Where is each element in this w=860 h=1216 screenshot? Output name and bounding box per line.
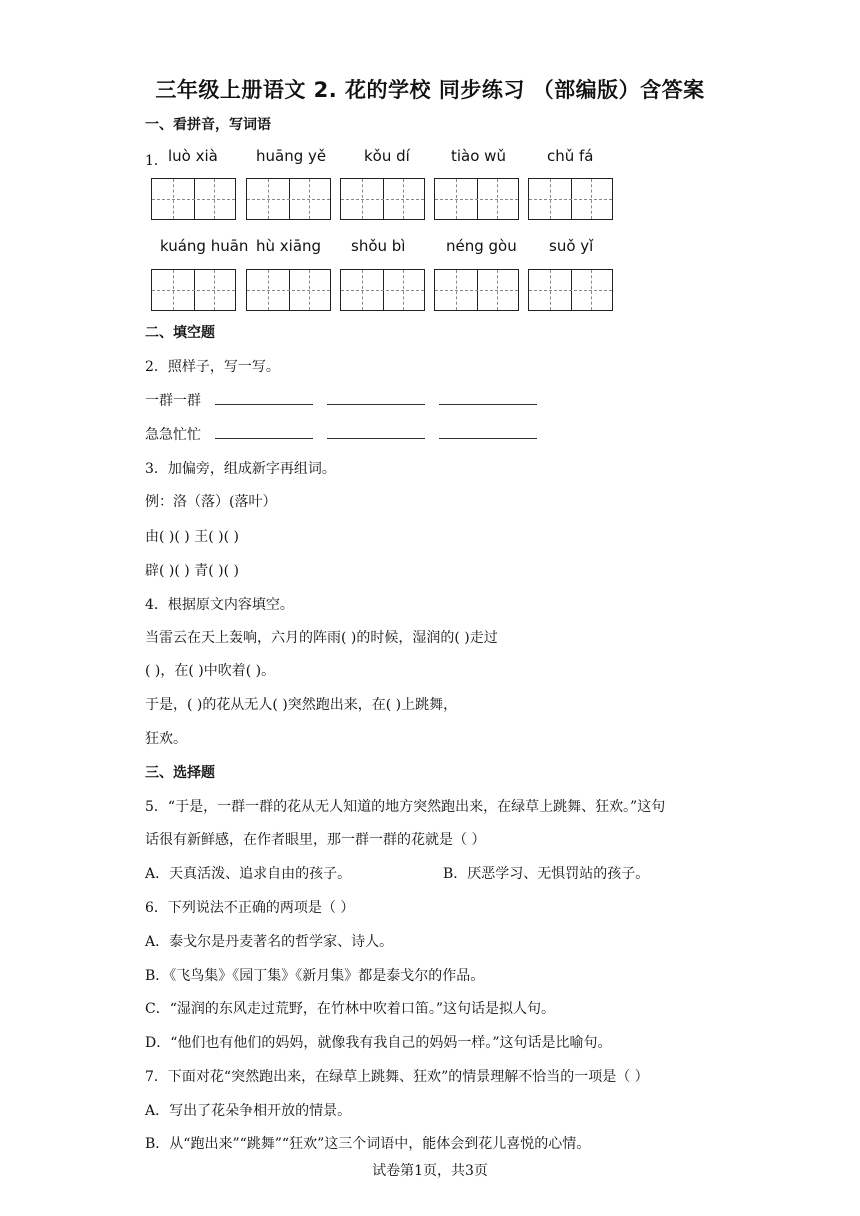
- writing-grid[interactable]: [246, 269, 331, 311]
- answer-blank[interactable]: [327, 424, 425, 439]
- q2-stem: 2．照样子，写一写。: [145, 359, 280, 375]
- writing-grid[interactable]: [340, 269, 425, 311]
- writing-grid[interactable]: [434, 178, 519, 220]
- q1-number: 1．: [145, 153, 168, 169]
- answer-blank[interactable]: [215, 390, 313, 405]
- page-footer: 试卷第1页，共3页: [372, 1163, 488, 1179]
- q4-stem: 4．根据原文内容填空。: [145, 597, 294, 613]
- writing-grid[interactable]: [434, 269, 519, 311]
- q5-line-2: 话很有新鲜感，在作者眼里，那一群一群的花就是（ ）: [145, 832, 486, 848]
- q4-line-4: 狂欢。: [145, 731, 187, 747]
- q5-line-1: 5．“于是，一群一群的花从无人知道的地方突然跑出来，在绿草上跳舞、狂欢。”这句: [145, 799, 666, 815]
- q6-option-d[interactable]: D．“他们也有他们的妈妈，就像我有我自己的妈妈一样。”这句话是比喻句。: [145, 1035, 612, 1051]
- answer-blank[interactable]: [439, 390, 537, 405]
- q3-line-2: 辟( )( ) 青( )( ): [145, 563, 239, 579]
- q7-stem: 7．下面对花“突然跑出来，在绿草上跳舞、狂欢”的情景理解不恰当的一项是（ ）: [145, 1069, 649, 1085]
- answer-blank[interactable]: [439, 424, 537, 439]
- q2-line-b: [145, 424, 537, 444]
- pinyin: tiào wǔ: [451, 147, 506, 165]
- pinyin: suǒ yǐ: [549, 237, 594, 255]
- writing-grid[interactable]: [246, 178, 331, 220]
- writing-grid[interactable]: [340, 178, 425, 220]
- q2-example-a: 一群一群: [145, 393, 201, 409]
- pinyin: chǔ fá: [547, 147, 594, 165]
- q6-option-b[interactable]: B．《飞鸟集》《园丁集》《新月集》都是泰戈尔的作品。: [145, 968, 485, 984]
- pinyin: shǒu bì: [351, 237, 406, 255]
- pinyin: luò xià: [168, 147, 218, 165]
- q6-option-c[interactable]: C．“湿润的东风走过荒野，在竹林中吹着口笛。”这句话是拟人句。: [145, 1001, 556, 1017]
- answer-blank[interactable]: [327, 390, 425, 405]
- q2-line-a: [145, 390, 537, 410]
- section-heading-1: 一、看拼音，写词语: [145, 117, 271, 133]
- q7-option-b[interactable]: B．从“跑出来”“跳舞”“狂欢”这三个词语中，能体会到花儿喜悦的心情。: [145, 1136, 591, 1152]
- q3-stem: 3．加偏旁，组成新字再组词。: [145, 461, 336, 477]
- writing-grid[interactable]: [528, 269, 613, 311]
- pinyin: néng gòu: [446, 237, 517, 255]
- section-heading-3: 三、选择题: [145, 765, 215, 781]
- pinyin: hù xiāng: [256, 237, 322, 255]
- q6-stem: 6．下列说法不正确的两项是（ ）: [145, 900, 355, 916]
- q4-line-2: ( )，在( )中吹着( )。: [145, 663, 276, 679]
- q7-option-a[interactable]: A．写出了花朵争相开放的情景。: [145, 1103, 352, 1119]
- q5-option-b[interactable]: B．厌恶学习、无惧罚站的孩子。: [443, 866, 650, 882]
- answer-blank[interactable]: [215, 424, 313, 439]
- pinyin: kǒu dí: [364, 147, 410, 165]
- q2-example-b: 急急忙忙: [145, 427, 201, 443]
- writing-grid[interactable]: [151, 269, 236, 311]
- writing-grid[interactable]: [151, 178, 236, 220]
- q6-option-a[interactable]: A．泰戈尔是丹麦著名的哲学家、诗人。: [145, 934, 394, 950]
- section-heading-2: 二、填空题: [145, 325, 215, 341]
- q3-line-1: 由( )( ) 王( )( ): [145, 529, 239, 545]
- pinyin: kuáng huān: [160, 237, 249, 255]
- q4-line-1: 当雷云在天上轰响，六月的阵雨( )的时候，湿润的( )走过: [145, 630, 498, 646]
- q3-example: 例：洛（落）(落叶）: [145, 494, 277, 510]
- writing-grid[interactable]: [528, 178, 613, 220]
- q5-option-a[interactable]: A．天真活泼、追求自由的孩子。: [145, 866, 352, 882]
- pinyin: huāng yě: [256, 147, 327, 165]
- page-title: 三年级上册语文 2. 花的学校 同步练习 （部编版）含答案: [155, 78, 705, 102]
- q4-line-3: 于是，( )的花从无人( )突然跑出来，在( )上跳舞，: [145, 697, 458, 713]
